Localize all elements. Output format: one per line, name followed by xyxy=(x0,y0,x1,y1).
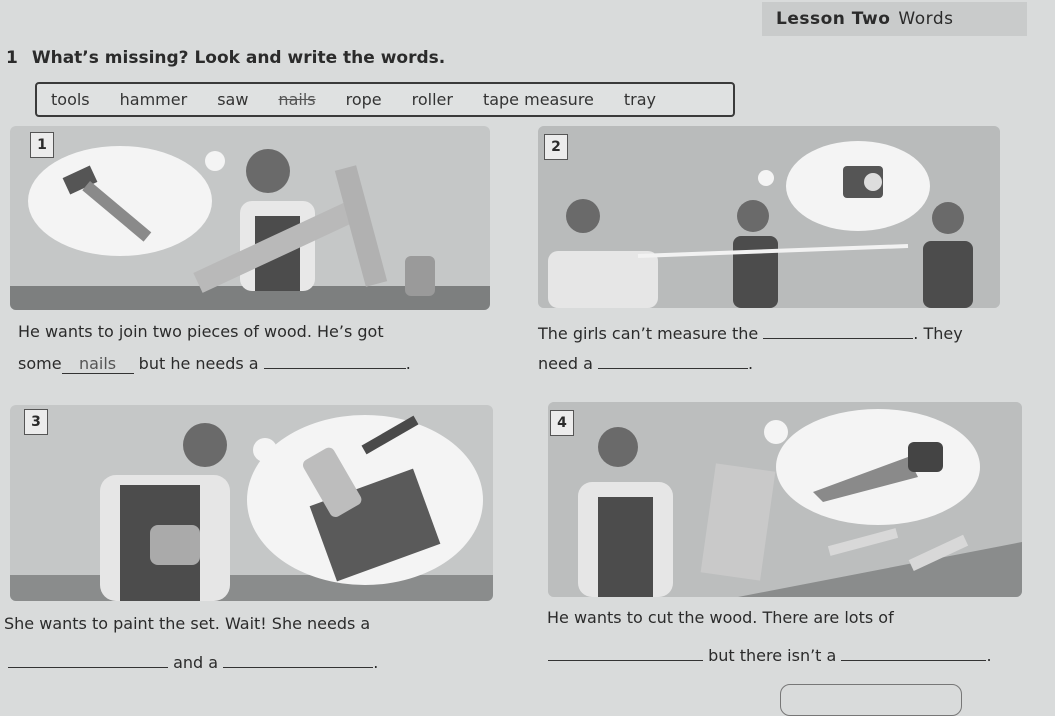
word-bank-item: rope xyxy=(345,90,382,109)
item-4-blank-1[interactable] xyxy=(548,644,703,661)
item-1-blank[interactable] xyxy=(264,352,406,369)
item-2-line-1 xyxy=(538,322,963,343)
word-bank-item-crossed: nails xyxy=(278,90,316,109)
word-bank-item: roller xyxy=(411,90,453,109)
word-bank-item: tools xyxy=(51,90,90,109)
item-3-period: . xyxy=(373,653,379,672)
picture-number-badge: 2 xyxy=(544,134,568,160)
picture-number-badge: 3 xyxy=(24,409,48,435)
item-2-text: The girls can’t measure the xyxy=(538,324,759,343)
exercise-title xyxy=(6,48,445,68)
item-3-blank-2[interactable] xyxy=(223,651,373,668)
page-edge-shape xyxy=(780,684,962,716)
section-label: Words xyxy=(898,9,954,29)
girls-measuring-illustration xyxy=(538,126,1000,308)
item-3-line-1: She wants to paint the set. Wait! She needs a xyxy=(4,614,371,633)
sawing-illustration xyxy=(548,402,1022,597)
exercise-instruction: What’s missing? Look and write the words. xyxy=(31,48,446,68)
painter-illustration xyxy=(10,405,493,601)
item-3-text: and a xyxy=(173,653,219,672)
item-4-period: . xyxy=(986,646,992,665)
item-4-line-1: He wants to cut the wood. There are lots of xyxy=(547,608,894,627)
picture-1 xyxy=(10,126,490,310)
word-bank xyxy=(35,82,735,117)
picture-number-badge: 4 xyxy=(550,410,574,436)
word-bank-item: saw xyxy=(217,90,249,109)
item-2-line-2 xyxy=(538,352,753,373)
lesson-header xyxy=(762,2,1027,36)
item-2-blank-2[interactable] xyxy=(598,352,748,369)
item-4-blank-2[interactable] xyxy=(841,644,986,661)
exercise-number: 1 xyxy=(6,48,18,68)
item-4-text: but there isn’t a xyxy=(708,646,837,665)
item-3-line-2 xyxy=(8,651,378,672)
lesson-label: Lesson Two xyxy=(776,9,891,29)
item-1-text: some xyxy=(18,354,62,373)
item-2-text: . They xyxy=(913,324,963,343)
item-2-period: . xyxy=(747,354,754,373)
item-2-text: need a xyxy=(538,354,593,373)
item-3-blank-1[interactable] xyxy=(8,651,168,668)
picture-4 xyxy=(548,402,1022,597)
item-1-text: but he needs a xyxy=(138,354,259,373)
word-bank-item: hammer xyxy=(119,90,188,109)
item-4-line-2 xyxy=(548,644,992,665)
picture-2 xyxy=(538,126,1000,308)
picture-3 xyxy=(10,405,493,601)
item-1-line-2 xyxy=(18,352,411,374)
item-1-answer-nails: nails xyxy=(62,354,134,374)
item-1-line-1: He wants to join two pieces of wood. He’s got xyxy=(18,322,384,341)
item-1-period: . xyxy=(405,354,411,373)
word-bank-item: tape measure xyxy=(482,90,594,109)
item-2-blank-1[interactable] xyxy=(763,322,913,339)
word-bank-item: tray xyxy=(623,90,657,109)
picture-number-badge: 1 xyxy=(30,132,54,158)
carpenter-illustration xyxy=(10,126,490,310)
